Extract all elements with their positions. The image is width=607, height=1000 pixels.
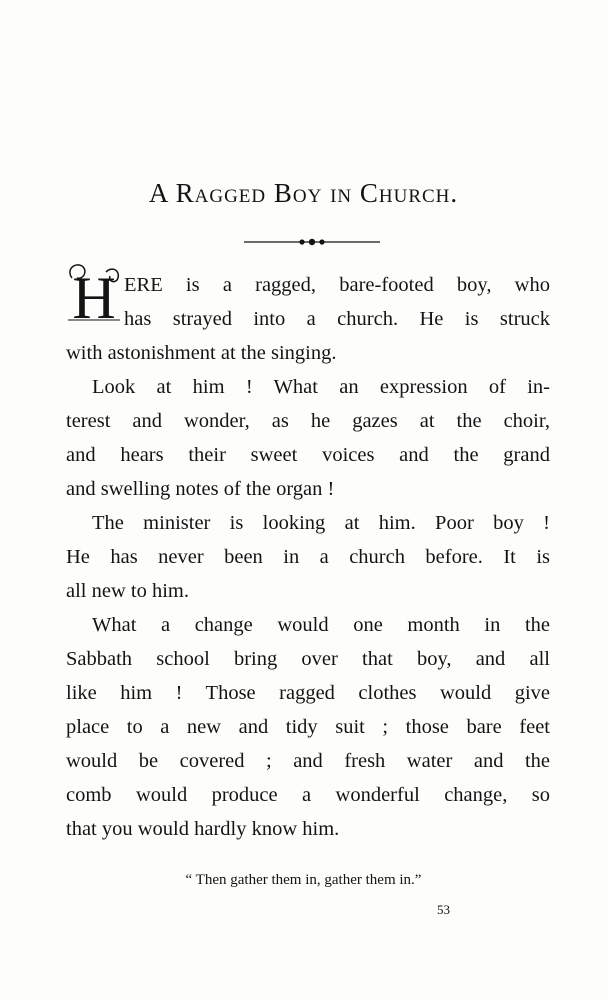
text-line: comb would produce a wonderful change, so bbox=[66, 784, 550, 806]
text-line: and swelling notes of the organ ! bbox=[66, 478, 335, 500]
text-line: ERE is a ragged, bare-footed boy, who bbox=[124, 274, 550, 296]
text-line: has strayed into a church. He is struck bbox=[124, 308, 550, 330]
body-text bbox=[66, 268, 550, 846]
text-line: that you would hardly know him. bbox=[66, 818, 340, 840]
text-line: terest and wonder, as he gazes at the choir, bbox=[66, 410, 550, 432]
drop-cap-letter: H bbox=[72, 265, 116, 331]
chapter-title: A Ragged Boy in Church. bbox=[148, 178, 459, 208]
text-line: What a change would one month in the bbox=[92, 614, 550, 636]
closing-quote: “ Then gather them in, gather them in.” bbox=[185, 872, 422, 888]
text-line: Look at him ! What an expression of in- bbox=[92, 376, 550, 398]
page-number: 53 bbox=[437, 902, 450, 917]
text-line: and hears their sweet voices and the grand bbox=[66, 444, 550, 466]
text-line: all new to him. bbox=[66, 580, 189, 602]
text-line: like him ! Those ragged clothes would give bbox=[66, 682, 550, 704]
text-line: He has never been in a church before. It is bbox=[66, 546, 550, 568]
text-line: would be covered ; and fresh water and the bbox=[66, 750, 550, 772]
text-line: Sabbath school bring over that boy, and all bbox=[66, 648, 550, 670]
text-line: place to a new and tidy suit ; those bare feet bbox=[66, 716, 550, 738]
text-line: The minister is looking at him. Poor boy ! bbox=[92, 512, 550, 534]
text-line: with astonishment at the singing. bbox=[66, 342, 337, 364]
title-ornament-rule bbox=[244, 232, 380, 250]
